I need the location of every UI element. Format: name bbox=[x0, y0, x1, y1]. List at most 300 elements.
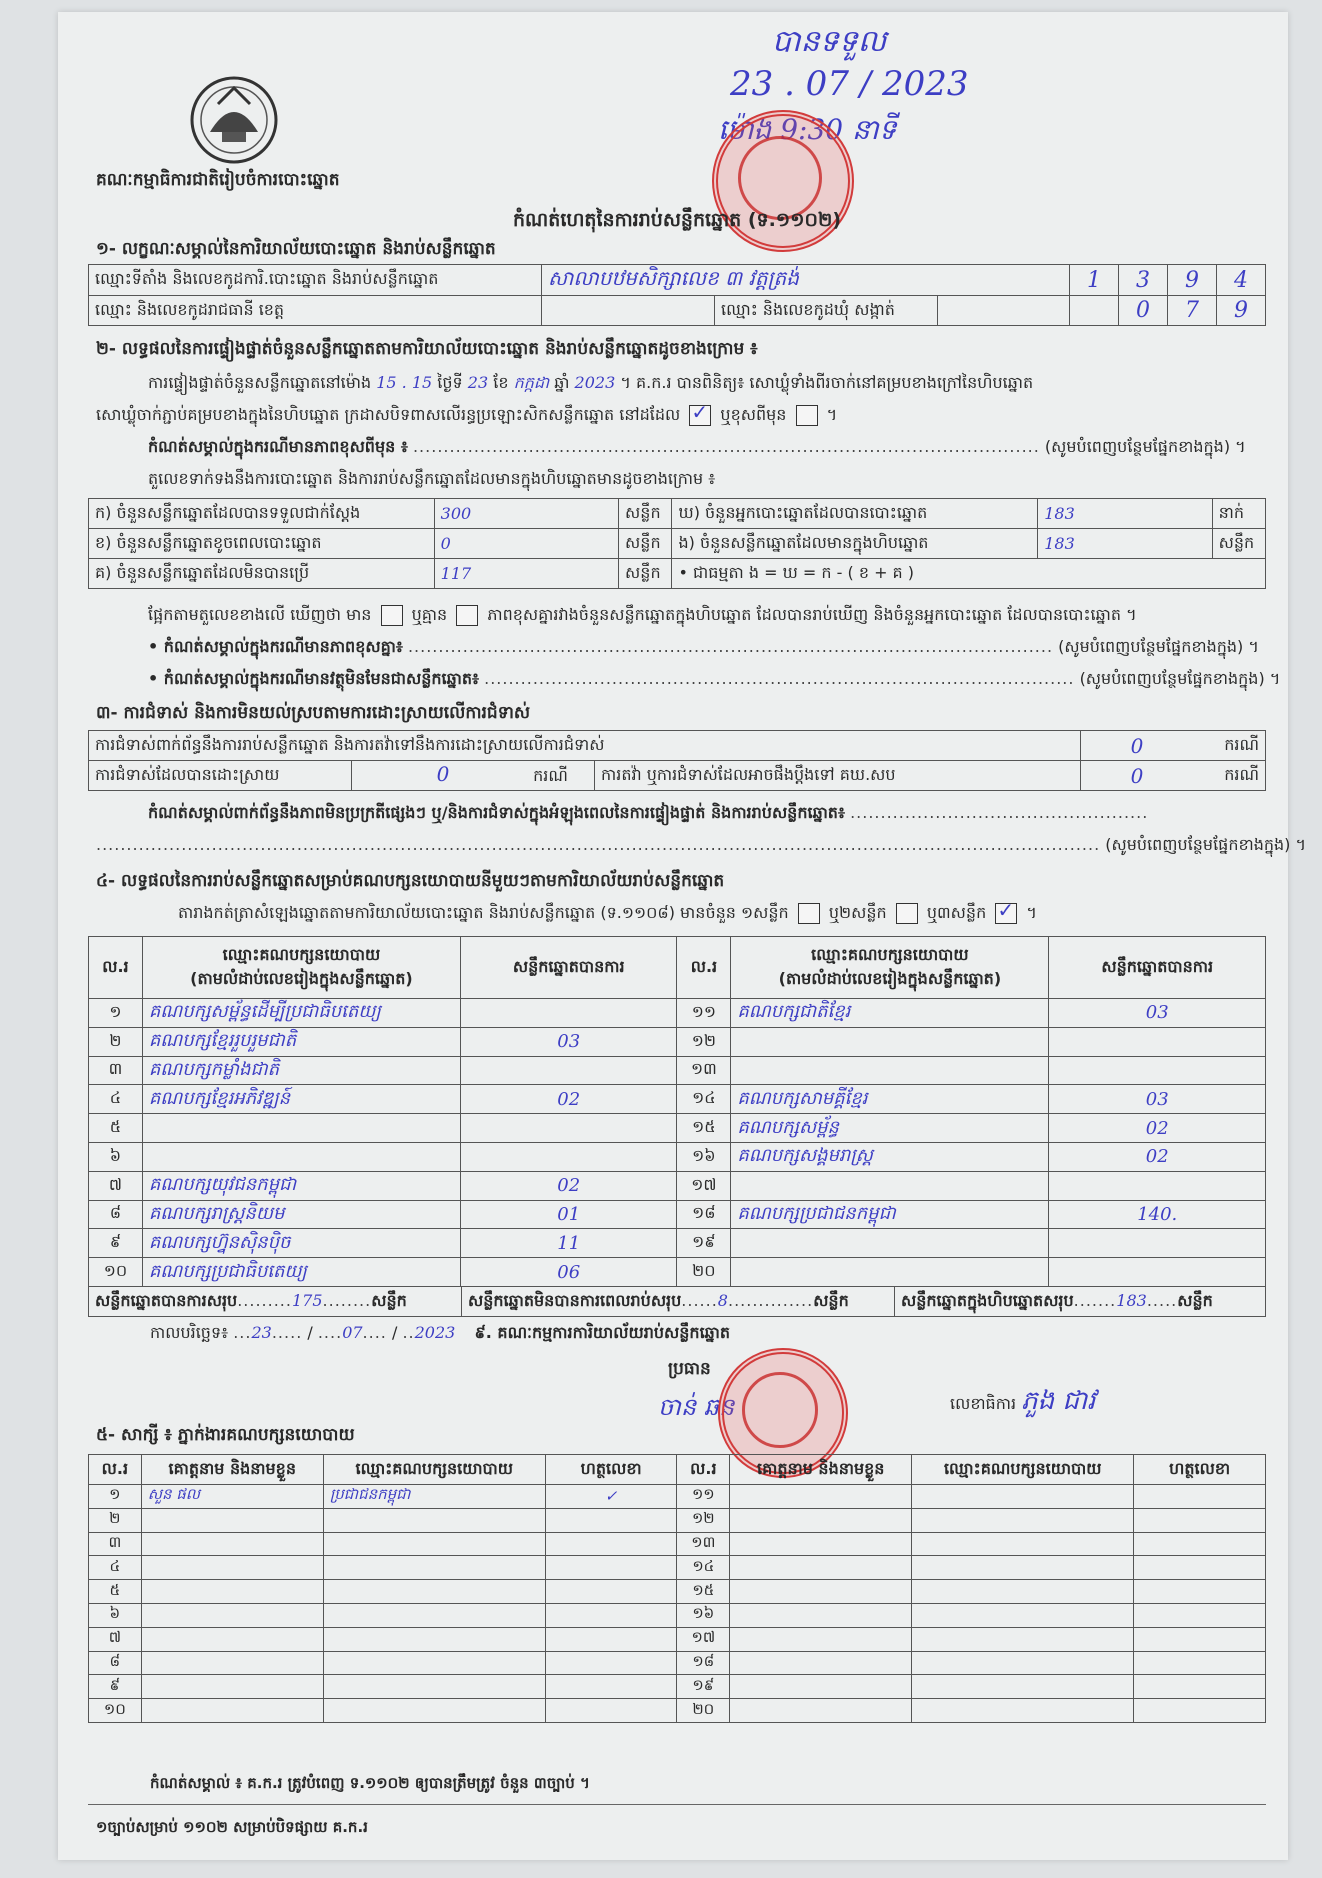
result-party-cell[interactable]: គណបក្សសង្គមរាស្ត្រ bbox=[731, 1142, 1049, 1171]
s4-col-party-right-title: ឈ្មោះគណបក្សនយោបាយ bbox=[811, 944, 969, 964]
s2-diff-no-checkbox[interactable] bbox=[456, 605, 478, 626]
s3-row1-value[interactable]: 0 bbox=[1081, 731, 1194, 761]
witness-name-cell[interactable] bbox=[141, 1651, 323, 1675]
s4-one-sheet-checkbox[interactable] bbox=[798, 903, 820, 924]
section4-results-table bbox=[88, 936, 1266, 1287]
s1-row1-label: ឈ្មោះទីតាំង និងលេខកូដការិ.បោះឆ្នោត និងរាប់សន្លឹកឆ្នោត bbox=[89, 265, 542, 296]
s2-row3-left-unit: សន្លឹក bbox=[619, 559, 672, 589]
s2-text1b: ថ្ងៃទី bbox=[437, 373, 463, 392]
s2-row2-right-value[interactable]: 183 bbox=[1038, 529, 1212, 559]
s3-fill-hint: (សូមបំពេញបន្ថែមផ្នែកខាងក្នុង) ។ bbox=[1105, 835, 1307, 854]
s2-compare-line bbox=[148, 604, 1137, 628]
s4-date-day[interactable]: 23 bbox=[251, 1323, 272, 1342]
result-no-cell: ១ bbox=[89, 999, 143, 1028]
result-votes-cell[interactable]: 03 bbox=[460, 1027, 676, 1056]
s4-col-votes-right: សន្លឹកឆ្នោតបានការ bbox=[1049, 937, 1266, 999]
section1-title: ១- លក្ខណៈសម្គាល់នៃការិយាល័យបោះឆ្នោត និងរាប់សន្លឹកឆ្នោត bbox=[96, 239, 496, 259]
result-no-cell: ១៦ bbox=[677, 1142, 731, 1171]
result-votes-cell[interactable] bbox=[1049, 1056, 1266, 1085]
s4-total-invalid-label: សន្លឹកឆ្នោតមិនបានការពេលរាប់សរុប bbox=[468, 1290, 682, 1310]
result-no-cell: ៩ bbox=[89, 1229, 143, 1258]
witness-no-cell: ១៥ bbox=[677, 1580, 730, 1604]
result-party-cell[interactable] bbox=[731, 1171, 1049, 1200]
result-party-cell[interactable] bbox=[731, 1056, 1049, 1085]
s2-text2-or: ឬខុសពីមុន bbox=[720, 405, 787, 424]
result-votes-cell[interactable] bbox=[460, 1142, 676, 1171]
result-party-cell[interactable]: គណបក្សយុវជនកម្ពុជា bbox=[142, 1171, 460, 1200]
s2-bullet2-line bbox=[148, 668, 1280, 692]
s2-bullet2: • កំណត់សម្គាល់ក្នុងករណីមានវត្ថុមិនមែនជាសន្លឹកឆ្នោត៖ bbox=[148, 669, 480, 688]
s4-opt3: ឬ៣សន្លឹក bbox=[926, 903, 987, 922]
witness-signature-cell[interactable] bbox=[545, 1556, 677, 1580]
s5-col-no-right: ល.រ bbox=[677, 1455, 730, 1485]
check-icon: ✓ bbox=[997, 898, 1015, 922]
witness-name-cell[interactable] bbox=[730, 1485, 912, 1509]
s1-row2-code-1[interactable]: 0 bbox=[1119, 296, 1168, 326]
table-row bbox=[89, 1114, 1266, 1143]
witness-signature-cell[interactable] bbox=[1134, 1699, 1266, 1723]
s2-bullet1-line bbox=[148, 636, 1259, 660]
witness-signature-cell[interactable] bbox=[545, 1651, 677, 1675]
result-no-cell: ១៤ bbox=[677, 1085, 731, 1114]
s3-row2-value-cell bbox=[352, 761, 595, 791]
result-votes-cell[interactable]: 03 bbox=[1049, 999, 1266, 1028]
result-no-cell: ១៨ bbox=[677, 1200, 731, 1229]
witness-party-cell[interactable] bbox=[912, 1627, 1134, 1651]
witness-name-cell[interactable] bbox=[730, 1556, 912, 1580]
witness-no-cell: ១៤ bbox=[677, 1556, 730, 1580]
result-no-cell: ១៧ bbox=[677, 1171, 731, 1200]
table-row bbox=[89, 1603, 1266, 1627]
s4-col-party-left bbox=[142, 937, 460, 999]
s4-unit-2: សន្លឹក bbox=[813, 1290, 849, 1310]
witness-signature-cell[interactable] bbox=[1134, 1485, 1266, 1509]
s2-diff-yes-checkbox[interactable] bbox=[381, 605, 403, 626]
witness-signature-cell[interactable]: ✓ bbox=[545, 1485, 677, 1509]
s4-unit-3: សន្លឹក bbox=[1177, 1290, 1213, 1310]
witness-no-cell: ៣ bbox=[89, 1532, 142, 1556]
s5-col-sig-right: ហត្ថលេខា bbox=[1134, 1455, 1266, 1485]
result-no-cell: ១១ bbox=[677, 999, 731, 1028]
witness-signature-cell[interactable] bbox=[545, 1675, 677, 1699]
witness-name-cell[interactable]: សួន ផល bbox=[141, 1485, 323, 1509]
s5-col-name-right: គោត្តនាម និងនាមខ្លួន bbox=[730, 1455, 912, 1485]
s2-intro-line: តួលេខទាក់ទងនឹងការបោះឆ្នោត និងការរាប់សន្លឹកឆ្នោតដែលមានក្នុងហិបឆ្នោតមានដូចខាងក្រោម ៖ bbox=[148, 469, 716, 488]
result-votes-cell[interactable]: 11 bbox=[460, 1229, 676, 1258]
witness-no-cell: ៧ bbox=[89, 1627, 142, 1651]
s2-text1e: ។ គ.ក.រ បានពិនិត្យ៖ សោឃ្លុំទាំងពីរចាក់នៅគម្របខាងក្រៅនៃហិបឆ្នោត bbox=[620, 373, 1034, 392]
s2-row1-left-value[interactable]: 300 bbox=[434, 499, 618, 529]
result-party-cell[interactable] bbox=[731, 1229, 1049, 1258]
witness-signature-cell[interactable] bbox=[545, 1532, 677, 1556]
section2-title: ២- លទ្ធផលនៃការផ្ទៀងផ្ទាត់ចំនួនសន្លឹកឆ្នោតតាមការិយាល័យបោះឆ្នោត និងរាប់សន្លឹកឆ្នោតដូចខាងក្រោម ៖ bbox=[96, 339, 758, 359]
s3-row1-unit: ករណី bbox=[1193, 731, 1266, 761]
s5-table-body bbox=[89, 1485, 1266, 1723]
witness-signature-cell[interactable] bbox=[545, 1699, 677, 1723]
s3-row2-label: ការជំទាស់ដែលបានដោះស្រាយ bbox=[89, 761, 352, 791]
witness-party-cell[interactable] bbox=[323, 1603, 545, 1627]
result-votes-cell[interactable] bbox=[460, 1114, 676, 1143]
witness-name-cell[interactable] bbox=[141, 1699, 323, 1723]
witness-no-cell: ១៣ bbox=[677, 1532, 730, 1556]
witness-no-cell: ១២ bbox=[677, 1508, 730, 1532]
s2-row1-right-value[interactable]: 183 bbox=[1038, 499, 1212, 529]
witness-name-cell[interactable] bbox=[730, 1532, 912, 1556]
section3-table bbox=[88, 730, 1266, 791]
section1-table bbox=[88, 264, 1266, 326]
witness-signature-cell[interactable] bbox=[1134, 1675, 1266, 1699]
section5-title: ៥- សាក្សី ៖ ភ្នាក់ងារគណបក្សនយោបាយ bbox=[96, 1425, 355, 1445]
witness-signature-cell[interactable] bbox=[1134, 1627, 1266, 1651]
result-votes-cell[interactable]: 02 bbox=[1049, 1142, 1266, 1171]
section3-title: ៣- ការជំទាស់ និងការមិនយល់ស្របតាមការដោះស្រាយលើការជំទាស់ bbox=[96, 703, 531, 723]
s4-total-valid-value[interactable]: 175 bbox=[291, 1290, 323, 1310]
witness-signature-cell[interactable] bbox=[1134, 1580, 1266, 1604]
witness-name-cell[interactable] bbox=[730, 1580, 912, 1604]
table-row bbox=[89, 1580, 1266, 1604]
s3-row2-label2: ការតវ៉ា ឬការជំទាស់ដែលអាចផឹងប្តឹងទៅ គឃ.សប bbox=[595, 761, 1081, 791]
table-row bbox=[89, 1675, 1266, 1699]
witness-party-cell[interactable] bbox=[323, 1580, 545, 1604]
s2-text1c: ខែ bbox=[493, 373, 509, 392]
result-party-cell[interactable] bbox=[142, 1142, 460, 1171]
s4-date-month[interactable]: 07 bbox=[342, 1323, 363, 1342]
witness-no-cell: ១១ bbox=[677, 1485, 730, 1509]
s2-note1-label: កំណត់សម្គាល់ក្នុងករណីមានភាពខុសពីមុន ៖ bbox=[148, 437, 408, 456]
s2-fill-hint-2: (សូមបំពេញបន្ថែមផ្នែកខាងក្នុង) ។ bbox=[1058, 637, 1259, 656]
result-votes-cell[interactable]: 03 bbox=[1049, 1085, 1266, 1114]
witness-party-cell[interactable] bbox=[323, 1699, 545, 1723]
witness-signature-cell[interactable] bbox=[545, 1603, 677, 1627]
s4-two-sheet-checkbox[interactable] bbox=[896, 903, 918, 924]
result-votes-cell[interactable] bbox=[460, 999, 676, 1028]
witness-no-cell: ៩ bbox=[89, 1675, 142, 1699]
witness-signature-cell[interactable] bbox=[1134, 1508, 1266, 1532]
result-votes-cell[interactable] bbox=[1049, 1171, 1266, 1200]
s2-row3-left-label: គ) ចំនួនសន្លឹកឆ្នោតដែលមិនបានប្រើ bbox=[89, 559, 435, 589]
witness-signature-cell[interactable] bbox=[545, 1580, 677, 1604]
receipt-note-1: បានទទួល bbox=[772, 24, 887, 59]
result-votes-cell[interactable] bbox=[1049, 1258, 1266, 1287]
witness-no-cell: ១៧ bbox=[677, 1627, 730, 1651]
section5-witness-table bbox=[88, 1454, 1266, 1723]
witness-name-cell[interactable] bbox=[730, 1699, 912, 1723]
secretary-line bbox=[950, 1384, 1095, 1422]
s3-row2-value2[interactable]: 0 bbox=[1081, 761, 1194, 791]
s2-text1a: ការផ្ទៀងផ្ទាត់ចំនួនសន្លឹកឆ្នោតនៅម៉ោង bbox=[148, 373, 372, 392]
chair-label: ប្រធាន bbox=[668, 1359, 711, 1379]
result-party-cell[interactable]: គណបក្សសម្ព័ន្ធ bbox=[731, 1114, 1049, 1143]
witness-name-cell[interactable] bbox=[141, 1580, 323, 1604]
witness-party-cell[interactable] bbox=[912, 1508, 1134, 1532]
result-votes-cell[interactable]: 140. bbox=[1049, 1200, 1266, 1229]
result-party-cell[interactable]: គណបក្សហ្វ៊ុនស៊ិនប៉ិច bbox=[142, 1229, 460, 1258]
s2-note1 bbox=[148, 436, 1246, 460]
s4-subtitle: តារាងកត់ត្រាសំឡេងឆ្នោតតាមការិយាល័យបោះឆ្នោត និងរាប់សន្លឹកឆ្នោត (ទ.១១០៨) មានចំនួន ១សន្លឹក bbox=[178, 903, 789, 922]
result-party-cell[interactable]: គណបក្សសាមគ្គីខ្មែរ bbox=[731, 1085, 1049, 1114]
s4-col-party-right bbox=[731, 937, 1049, 999]
witness-no-cell: ២ bbox=[89, 1508, 142, 1532]
check-icon: ✓ bbox=[691, 400, 709, 424]
witness-name-cell[interactable] bbox=[730, 1651, 912, 1675]
table-row bbox=[89, 999, 1266, 1028]
table-row bbox=[89, 1508, 1266, 1532]
s2-unchanged-checkbox[interactable] bbox=[689, 400, 711, 426]
section4-title: ៤- លទ្ធផលនៃការរាប់សន្លឹកឆ្នោតសម្រាប់គណបក្សនយោបាយនីមួយៗតាមការិយាល័យរាប់សន្លឹកឆ្នោត bbox=[96, 871, 725, 891]
result-party-cell[interactable] bbox=[731, 1027, 1049, 1056]
s4-total-box-value[interactable]: 183 bbox=[1116, 1290, 1147, 1310]
s3-row2-unit: ករណី bbox=[533, 766, 568, 785]
s4-total-invalid-value[interactable]: 8 bbox=[717, 1290, 728, 1310]
witness-signature-cell[interactable] bbox=[1134, 1556, 1266, 1580]
witness-party-cell[interactable] bbox=[912, 1580, 1134, 1604]
witness-name-cell[interactable] bbox=[141, 1508, 323, 1532]
s4-total-box-label: សន្លឹកឆ្នោតក្នុងហិបឆ្នោតសរុប bbox=[901, 1290, 1074, 1310]
result-votes-cell[interactable]: 02 bbox=[1049, 1114, 1266, 1143]
s5-col-party-left: ឈ្មោះគណបក្សនយោបាយ bbox=[323, 1455, 545, 1485]
s2-row2-left-unit: សន្លឹក bbox=[619, 529, 672, 559]
result-no-cell: ២ bbox=[89, 1027, 143, 1056]
s3-note-dots-2[interactable]: ..................................................................................................................................................................... bbox=[96, 835, 1101, 854]
s2-text1d: ឆ្នាំ bbox=[554, 373, 570, 392]
witness-party-cell[interactable] bbox=[323, 1556, 545, 1580]
s1-code-2[interactable]: 3 bbox=[1119, 265, 1168, 296]
witness-no-cell: ៨ bbox=[89, 1651, 142, 1675]
s2-note1-dots[interactable]: ....................................................................................................... bbox=[412, 437, 1040, 456]
witness-party-cell[interactable] bbox=[912, 1532, 1134, 1556]
witness-no-cell: ៦ bbox=[89, 1603, 142, 1627]
s2-fill-hint-3: (សូមបំពេញបន្ថែមផ្នែកខាងក្នុង) ។ bbox=[1079, 669, 1281, 688]
witness-party-cell[interactable] bbox=[323, 1651, 545, 1675]
s2-row1-left-unit: សន្លឹក bbox=[619, 499, 672, 529]
s2-compare-text2: ភាពខុសគ្នារវាងចំនួនសន្លឹកឆ្នោតក្នុងហិបឆ្នោត ដែលបានរាប់ឃើញ និងចំនួនអ្នកបោះឆ្នោត ដែលបានបោះឆ្នោត ។ bbox=[487, 605, 1137, 624]
result-party-cell[interactable]: គណបក្សរាស្ត្រនិយម bbox=[142, 1200, 460, 1229]
witness-no-cell: ១០ bbox=[89, 1699, 142, 1723]
s1-code-4[interactable]: 4 bbox=[1217, 265, 1266, 296]
chair-signature[interactable]: ចាន់ ឆន bbox=[658, 1393, 735, 1421]
witness-party-cell[interactable] bbox=[323, 1627, 545, 1651]
witness-name-cell[interactable] bbox=[141, 1627, 323, 1651]
s4-date-line: កាលបរិច្ឆេទ៖ ...23..... / ....07.... / ..2023 ៩. គណៈកម្មការការិយាល័យរាប់សន្លឹកឆ្នោត bbox=[150, 1323, 731, 1342]
s2-row1-right-unit: នាក់ bbox=[1212, 499, 1265, 529]
result-votes-cell[interactable] bbox=[460, 1056, 676, 1085]
s3-row2-value[interactable]: 0 bbox=[436, 762, 450, 786]
s4-totals-table bbox=[88, 1286, 1266, 1317]
result-party-cell[interactable]: គណបក្សប្រជាជនកម្ពុជា bbox=[731, 1200, 1049, 1229]
s1-code-1[interactable]: 1 bbox=[1070, 265, 1119, 296]
witness-signature-cell[interactable] bbox=[1134, 1532, 1266, 1556]
s2-bullet2-dots[interactable]: ................................................................................................. bbox=[484, 669, 1075, 688]
result-party-cell[interactable]: គណបក្សខ្មែរអភិវឌ្ឍន៍ bbox=[142, 1085, 460, 1114]
witness-no-cell: ១៨ bbox=[677, 1651, 730, 1675]
s2-row1-left-label: ក) ចំនួនសន្លឹកឆ្នោតដែលបានទទួលជាក់ស្តែង bbox=[89, 499, 435, 529]
s4-table-body bbox=[89, 999, 1266, 1287]
result-party-cell[interactable]: គណបក្សសម្ព័ន្ធដើម្បីប្រជាធិបតេយ្យ bbox=[142, 999, 460, 1028]
witness-party-cell[interactable] bbox=[912, 1485, 1134, 1509]
s1-row1-value[interactable]: សាលាបឋមសិក្សាលេខ ៣ វត្តត្រង់ bbox=[542, 265, 1070, 296]
s4-col-party-right-sub: (តាមលំដាប់លេខរៀងក្នុងសន្លឹកឆ្នោត) bbox=[778, 968, 1002, 988]
s4-subtitle-line: តារាងកត់ត្រាសំឡេងឆ្នោតតាមការិយាល័យបោះឆ្នោត និងរាប់សន្លឹកឆ្នោត (ទ.១១០៨) មានចំនួន ១សន្លឹក ឬ២សន្លឹក ឬ៣សន្លឹក ✓ ។ bbox=[178, 898, 1037, 922]
result-party-cell[interactable]: គណបក្សខ្មែររួបរួមជាតិ bbox=[142, 1027, 460, 1056]
table-row bbox=[89, 1532, 1266, 1556]
witness-party-cell[interactable] bbox=[323, 1508, 545, 1532]
s1-row2-code-blank[interactable] bbox=[1070, 296, 1119, 326]
witness-no-cell: ២០ bbox=[677, 1699, 730, 1723]
witness-signature-cell[interactable] bbox=[545, 1627, 677, 1651]
table-row bbox=[89, 1627, 1266, 1651]
result-votes-cell[interactable] bbox=[1049, 1229, 1266, 1258]
result-party-cell[interactable] bbox=[731, 1258, 1049, 1287]
result-no-cell: ១៥ bbox=[677, 1114, 731, 1143]
s2-compare-or: ឬគ្មាន bbox=[411, 605, 448, 624]
s4-total-valid-cell: សន្លឹកឆ្នោតបានការសរុប.........175........សន្លឹក bbox=[89, 1287, 462, 1317]
s3-note-dots[interactable]: ................................................. bbox=[850, 803, 1149, 822]
witness-party-cell[interactable] bbox=[323, 1532, 545, 1556]
table-row bbox=[89, 1142, 1266, 1171]
s2-verification-line bbox=[148, 372, 1033, 396]
s2-text2: សោឃ្លុំចាក់ភ្ជាប់គម្របខាងក្នុងនៃហិបឆ្នោត ក្រដាសបិទពាសលើរន្ធប្រឡោះសិកសន្លឹកឆ្នោត នៅដដែល bbox=[96, 405, 681, 424]
s4-unit-1: សន្លឹក bbox=[371, 1290, 407, 1310]
s2-seal-line: សោឃ្លុំចាក់ភ្ជាប់គម្របខាងក្នុងនៃហិបឆ្នោត ក្រដាសបិទពាសលើរន្ធប្រឡោះសិកសន្លឹកឆ្នោត នៅដដែល ✓ ឬខុសពីមុន ។ bbox=[96, 400, 838, 424]
table-row bbox=[89, 1200, 1266, 1229]
witness-name-cell[interactable] bbox=[730, 1627, 912, 1651]
result-no-cell: ១៩ bbox=[677, 1229, 731, 1258]
witness-party-cell[interactable] bbox=[912, 1556, 1134, 1580]
result-votes-cell[interactable] bbox=[1049, 1027, 1266, 1056]
result-no-cell: ៣ bbox=[89, 1056, 143, 1085]
s3-note: កំណត់សម្គាល់ពាក់ព័ន្ធនឹងភាពមិនប្រក្រតីផ្សេងៗ ឬ/និងការជំទាស់ក្នុងអំឡុងពេលនៃការផ្ទៀងផ្ទាត់ និងការរាប់សន្លឹកឆ្នោត៖ bbox=[148, 803, 845, 822]
s2-row2-right-unit: សន្លឹក bbox=[1212, 529, 1265, 559]
s2-row1-right-label: ឃ) ចំនួនអ្នកបោះឆ្នោតដែលបានបោះឆ្នោត bbox=[672, 499, 1038, 529]
result-no-cell: ១៣ bbox=[677, 1056, 731, 1085]
witness-signature-cell[interactable] bbox=[1134, 1651, 1266, 1675]
witness-no-cell: ៥ bbox=[89, 1580, 142, 1604]
witness-signature-cell[interactable] bbox=[1134, 1603, 1266, 1627]
s1-code-3[interactable]: 9 bbox=[1168, 265, 1217, 296]
s1-row2-label: ឈ្មោះ និងលេខកូដរាជធានី ខេត្ត bbox=[89, 296, 542, 326]
s2-month-value[interactable]: កក្កដា bbox=[513, 373, 550, 392]
s2-bullet1: • កំណត់សម្គាល់ក្នុងករណីមានភាពខុសគ្នា៖ bbox=[148, 637, 403, 656]
s2-row3-formula: • ជាធម្មតា ង = ឃ = ក - ( ខ + គ ) bbox=[672, 559, 1266, 589]
s1-row2-code-3[interactable]: 9 bbox=[1217, 296, 1266, 326]
witness-no-cell: ៤ bbox=[89, 1556, 142, 1580]
result-no-cell: ៥ bbox=[89, 1114, 143, 1143]
result-no-cell: ៧ bbox=[89, 1171, 143, 1200]
result-party-cell[interactable]: គណបក្សប្រជាធិបតេយ្យ bbox=[142, 1258, 460, 1287]
footer-doc-ref: ១ច្បាប់សម្រាប់ ១១០២ សម្រាប់បិទផ្សាយ គ.ក.រ bbox=[96, 1818, 368, 1836]
witness-name-cell[interactable] bbox=[141, 1675, 323, 1699]
s5-col-party-right: ឈ្មោះគណបក្សនយោបាយ bbox=[912, 1455, 1134, 1485]
s1-row2-code-2[interactable]: 7 bbox=[1168, 296, 1217, 326]
result-votes-cell[interactable]: 02 bbox=[460, 1171, 676, 1200]
s2-compare-text: ផ្អែកតាមតួលេខខាងលើ ឃើញថា មាន bbox=[148, 605, 372, 624]
s3-row1-label: ការជំទាស់ពាក់ព័ន្ធនឹងការរាប់សន្លឹកឆ្នោត និងការតវ៉ាទៅនឹងការដោះស្រាយលើការជំទាស់ bbox=[89, 731, 1081, 761]
result-party-cell[interactable] bbox=[142, 1114, 460, 1143]
witness-name-cell[interactable] bbox=[730, 1675, 912, 1699]
witness-signature-cell[interactable] bbox=[545, 1508, 677, 1532]
receipt-note-2: 23 . 07 / 2023 bbox=[730, 64, 969, 104]
s4-total-invalid-cell: សន្លឹកឆ្នោតមិនបានការពេលរាប់សរុប......8..............សន្លឹក bbox=[462, 1287, 895, 1317]
table-row bbox=[89, 1171, 1266, 1200]
s2-time-value[interactable]: 15 . 15 bbox=[376, 373, 433, 392]
witness-party-cell[interactable] bbox=[912, 1699, 1134, 1723]
result-votes-cell[interactable]: 01 bbox=[460, 1200, 676, 1229]
s2-changed-checkbox[interactable] bbox=[796, 405, 818, 426]
witness-name-cell[interactable] bbox=[730, 1508, 912, 1532]
result-votes-cell[interactable]: 02 bbox=[460, 1085, 676, 1114]
s1-row2-label2: ឈ្មោះ និងលេខកូដឃុំ សង្កាត់ bbox=[715, 296, 938, 326]
result-party-cell[interactable]: គណបក្សកម្លាំងជាតិ bbox=[142, 1056, 460, 1085]
result-no-cell: ៤ bbox=[89, 1085, 143, 1114]
s1-row2-blank[interactable] bbox=[542, 296, 715, 326]
table-row bbox=[89, 1258, 1266, 1287]
s4-col-party-left-title: ឈ្មោះគណបក្សនយោបាយ bbox=[222, 944, 381, 964]
s2-day-value[interactable]: 23 bbox=[467, 373, 489, 392]
org-name: គណៈកម្មាធិការជាតិរៀបចំការបោះឆ្នោត bbox=[96, 170, 340, 190]
witness-name-cell[interactable] bbox=[141, 1603, 323, 1627]
s5-col-sig-left: ហត្ថលេខា bbox=[545, 1455, 677, 1485]
s2-year-value[interactable]: 2023 bbox=[574, 373, 616, 392]
s2-row2-left-label: ខ) ចំនួនសន្លឹកឆ្នោតខូចពេលបោះឆ្នោត bbox=[89, 529, 435, 559]
s4-opt2: ឬ២សន្លឹក bbox=[828, 903, 887, 922]
s1-row2-blank2[interactable] bbox=[938, 296, 1070, 326]
witness-party-cell[interactable] bbox=[323, 1675, 545, 1699]
witness-no-cell: ១៩ bbox=[677, 1675, 730, 1699]
s2-bullet1-dots[interactable]: .......................................................................................................... bbox=[407, 637, 1054, 656]
result-no-cell: ១២ bbox=[677, 1027, 731, 1056]
witness-party-cell[interactable] bbox=[912, 1675, 1134, 1699]
table-row bbox=[89, 1027, 1266, 1056]
table-row bbox=[89, 1085, 1266, 1114]
witness-party-cell[interactable] bbox=[912, 1651, 1134, 1675]
table-row bbox=[89, 1651, 1266, 1675]
result-no-cell: ១០ bbox=[89, 1258, 143, 1287]
secretary-label: លេខាធិការ bbox=[950, 1394, 1017, 1413]
witness-no-cell: ១៦ bbox=[677, 1603, 730, 1627]
result-votes-cell[interactable]: 06 bbox=[460, 1258, 676, 1287]
result-no-cell: ២០ bbox=[677, 1258, 731, 1287]
secretary-signature[interactable]: ភួង ជាវ bbox=[1021, 1386, 1096, 1416]
s2-row3-left-value[interactable]: 117 bbox=[434, 559, 618, 589]
s4-col-party-left-sub: (តាមលំដាប់លេខរៀងក្នុងសន្លឹកឆ្នោត) bbox=[190, 968, 413, 988]
witness-party-cell[interactable] bbox=[912, 1603, 1134, 1627]
witness-name-cell[interactable] bbox=[141, 1556, 323, 1580]
result-party-cell[interactable]: គណបក្សជាតិខ្មែរ bbox=[731, 999, 1049, 1028]
receipt-note-3: ម៉ោង 9:30 នាទី bbox=[718, 113, 897, 146]
table-row bbox=[89, 1556, 1266, 1580]
s4-date-year[interactable]: 2023 bbox=[414, 1323, 456, 1342]
s3-row2-unit2: ករណី bbox=[1193, 761, 1266, 791]
s4-col-no-right: ល.រ bbox=[677, 937, 731, 999]
s5-col-no-left: ល.រ bbox=[89, 1455, 142, 1485]
s2-row2-right-label: ង) ចំនួនសន្លឹកឆ្នោតដែលមានក្នុងហិបឆ្នោត bbox=[672, 529, 1038, 559]
table-row bbox=[89, 1485, 1266, 1509]
witness-name-cell[interactable] bbox=[730, 1603, 912, 1627]
s4-col-votes-left: សន្លឹកឆ្នោតបានការ bbox=[460, 937, 676, 999]
section2-figures-table bbox=[88, 498, 1266, 589]
footer-note: កំណត់សម្គាល់ ៖ គ.ក.រ ត្រូវបំពេញ ទ.១១០២ ឲ្យបានត្រឹមត្រូវ ចំនួន ៣ច្បាប់ ។ bbox=[150, 1774, 590, 1792]
s2-row2-left-value[interactable]: 0 bbox=[434, 529, 618, 559]
s4-committee-label: ៩. គណៈកម្មការការិយាល័យរាប់សន្លឹកឆ្នោត bbox=[474, 1323, 731, 1342]
s4-three-sheet-checkbox[interactable] bbox=[995, 898, 1017, 924]
s2-fill-hint: (សូមបំពេញបន្ថែមផ្នែកខាងក្នុង) ។ bbox=[1044, 437, 1246, 456]
witness-name-cell[interactable] bbox=[141, 1532, 323, 1556]
result-no-cell: ៨ bbox=[89, 1200, 143, 1229]
table-row bbox=[89, 1056, 1266, 1085]
s4-col-no-left: ល.រ bbox=[89, 937, 143, 999]
witness-party-cell[interactable]: ប្រជាជនកម្ពុជា bbox=[323, 1485, 545, 1509]
s3-note-line bbox=[148, 802, 1148, 826]
